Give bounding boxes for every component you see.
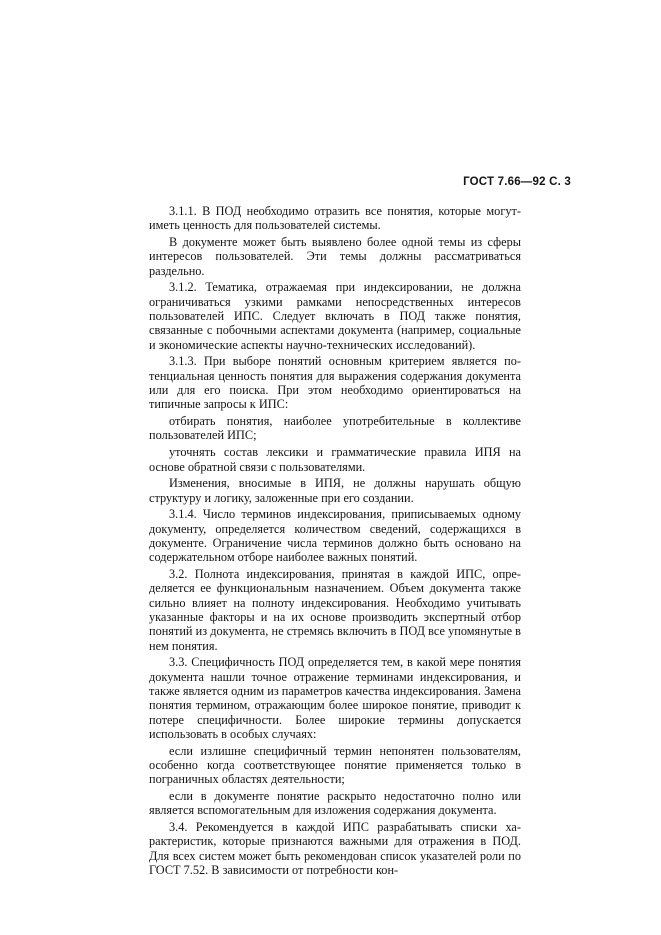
paragraph: 3.1.1. В ПОД необходимо отразить все понятия, которые могутиметь ценность для пользователей системы. (149, 204, 521, 233)
paragraph: В документе может быть выявлено более одной темы из сферы интересов пользователей. Эти темы должны рассматриваться раздельно. (149, 235, 521, 278)
paragraph: 3.1.2. Тематика, отражаемая при индексировании, не должна ограничиваться узкими рамками непосредственных интересов пользователей ИПС. Следует включать в ПОД также понятия, связанные с побочными аспектами документа (например, социальные и экономические аспекты научно-технических исследований). (149, 280, 521, 352)
paragraph: если излишне специфичный термин непонятен пользователям, особенно когда соответствующее понятие применяется только в пограничных областях деятельности; (149, 743, 521, 787)
paragraph: Изменения, вносимые в ИПЯ, не должны нарушать общую структуру и логику, заложенные при его создании. (149, 476, 521, 505)
paragraph: 3.2. Полнота индексирования, принятая в каждой ИПС, определяется ее функциональным назначением. Объем документа также сильно влияет на полноту индексирования. Необходимо учитывать указанные факторы и на их основе производить экспертный отбор понятий из документа, не стремясь включить в ПОД все упомянутые в нем понятия. (149, 567, 521, 653)
paragraph: отбирать понятия, наиболее употребительные в коллективе пользователей ИПС; (149, 414, 521, 443)
paragraph: 3.3. Специфичность ПОД определяется тем, в какой мере понятия документа нашли точное отражение терминами индексирования, и также является одним из параметров качества индексирования. Замена понятия термином, отражающим более широкое понятие, приводит к потере специфичности. Более широкие термины допускается использовать в особых случаях: (149, 655, 521, 741)
paragraph: уточнять состав лексики и грамматические правила ИПЯ на основе обратной связи с пользователями. (149, 445, 521, 474)
paragraph: если в документе понятие раскрыто недостаточно полно или является вспомогательным для изложения содержания документа. (149, 789, 521, 818)
running-header: ГОСТ 7.66—92 С. 3 (463, 176, 571, 188)
paragraph: 3.1.4. Число терминов индексирования, приписываемых одному документу, определяется количеством сведений, содержащихся в документе. Ограничение числа терминов должно быть основано на содержательном отборе наиболее важных понятий. (149, 507, 521, 565)
body-text (149, 204, 521, 880)
paragraph: 3.1.3. При выборе понятий основным критерием является потенциальная ценность понятия для выражения содержания документа или для его поиска. При этом необходимо ориентироваться на типичные запросы к ИПС: (149, 354, 521, 412)
paragraph: 3.4. Рекомендуется в каждой ИПС разрабатывать списки характеристик, которые признаются важными для отражения в ПОД. Для всех систем может быть рекомендован список указателей роли по ГОСТ 7.52. В зависимости от потребности кон- (149, 820, 521, 878)
